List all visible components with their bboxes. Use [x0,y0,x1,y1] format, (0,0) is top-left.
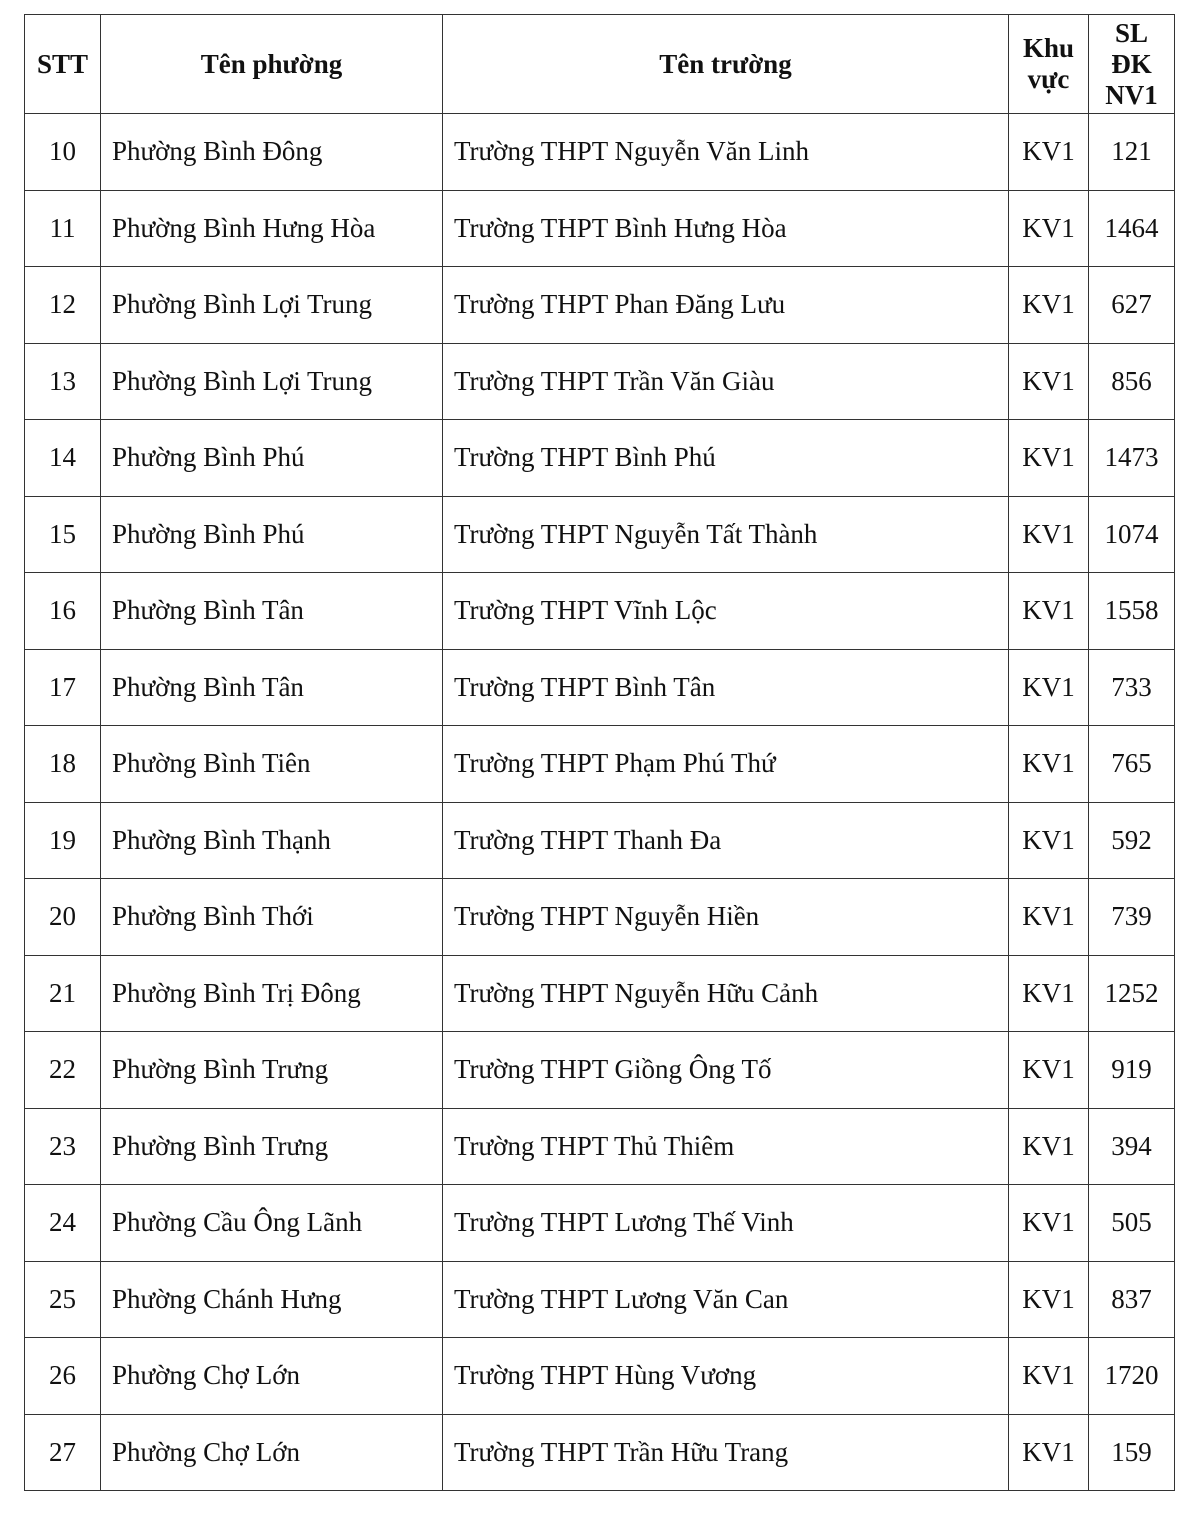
table-row [25,496,1175,573]
cell-stt: 26 [25,1338,101,1415]
cell-registration-count: 1473 [1089,420,1175,497]
cell-area: KV1 [1009,802,1089,879]
cell-school-name: Trường THPT Nguyễn Hiền [443,879,1009,956]
cell-stt: 11 [25,190,101,267]
cell-registration-count: 592 [1089,802,1175,879]
cell-registration-count: 739 [1089,879,1175,956]
table-row [25,1261,1175,1338]
table-row [25,1185,1175,1262]
cell-ward-name: Phường Bình Phú [101,496,443,573]
cell-school-name: Trường THPT Lương Thế Vinh [443,1185,1009,1262]
header-count-line: ĐK [1111,48,1152,79]
cell-stt: 19 [25,802,101,879]
table-body [25,114,1175,1491]
cell-stt: 23 [25,1108,101,1185]
cell-area: KV1 [1009,496,1089,573]
table-row [25,1108,1175,1185]
table-row [25,955,1175,1032]
cell-ward-name: Phường Cầu Ông Lãnh [101,1185,443,1262]
cell-area: KV1 [1009,1108,1089,1185]
cell-area: KV1 [1009,343,1089,420]
table-row [25,573,1175,650]
table-row [25,343,1175,420]
cell-registration-count: 1464 [1089,190,1175,267]
cell-area: KV1 [1009,955,1089,1032]
header-area [1009,15,1089,114]
cell-registration-count: 856 [1089,343,1175,420]
cell-registration-count: 1074 [1089,496,1175,573]
cell-school-name: Trường THPT Trần Hữu Trang [443,1414,1009,1491]
cell-ward-name: Phường Bình Tân [101,573,443,650]
cell-registration-count: 733 [1089,649,1175,726]
table-row [25,1032,1175,1109]
cell-ward-name: Phường Bình Lợi Trung [101,343,443,420]
table-row [25,802,1175,879]
cell-school-name: Trường THPT Phạm Phú Thứ [443,726,1009,803]
cell-registration-count: 121 [1089,114,1175,191]
cell-school-name: Trường THPT Lương Văn Can [443,1261,1009,1338]
cell-ward-name: Phường Bình Lợi Trung [101,267,443,344]
cell-registration-count: 627 [1089,267,1175,344]
table-row [25,649,1175,726]
table-row [25,190,1175,267]
table-row [25,879,1175,956]
cell-stt: 10 [25,114,101,191]
cell-stt: 22 [25,1032,101,1109]
cell-school-name: Trường THPT Nguyễn Hữu Cảnh [443,955,1009,1032]
cell-ward-name: Phường Bình Thới [101,879,443,956]
cell-school-name: Trường THPT Hùng Vương [443,1338,1009,1415]
cell-school-name: Trường THPT Thủ Thiêm [443,1108,1009,1185]
cell-area: KV1 [1009,573,1089,650]
cell-ward-name: Phường Bình Hưng Hòa [101,190,443,267]
cell-ward-name: Phường Chợ Lớn [101,1414,443,1491]
cell-school-name: Trường THPT Trần Văn Giàu [443,343,1009,420]
cell-area: KV1 [1009,1414,1089,1491]
cell-school-name: Trường THPT Nguyễn Tất Thành [443,496,1009,573]
cell-area: KV1 [1009,1261,1089,1338]
cell-registration-count: 1558 [1089,573,1175,650]
cell-school-name: Trường THPT Nguyễn Văn Linh [443,114,1009,191]
header-area-line: Khu [1022,33,1075,63]
table-row [25,114,1175,191]
cell-ward-name: Phường Bình Trị Đông [101,955,443,1032]
header-registration-count [1089,15,1175,114]
cell-school-name: Trường THPT Bình Phú [443,420,1009,497]
cell-ward-name: Phường Bình Trưng [101,1032,443,1109]
cell-registration-count: 394 [1089,1108,1175,1185]
cell-stt: 14 [25,420,101,497]
cell-ward-name: Phường Bình Trưng [101,1108,443,1185]
cell-area: KV1 [1009,1185,1089,1262]
header-count-line: SL [1114,17,1149,48]
cell-area: KV1 [1009,420,1089,497]
cell-area: KV1 [1009,879,1089,956]
cell-ward-name: Phường Bình Phú [101,420,443,497]
cell-area: KV1 [1009,114,1089,191]
cell-ward-name: Phường Bình Đông [101,114,443,191]
cell-area: KV1 [1009,1338,1089,1415]
table-row [25,267,1175,344]
cell-stt: 13 [25,343,101,420]
cell-registration-count: 919 [1089,1032,1175,1109]
cell-ward-name: Phường Bình Tân [101,649,443,726]
cell-school-name: Trường THPT Bình Tân [443,649,1009,726]
cell-area: KV1 [1009,267,1089,344]
cell-school-name: Trường THPT Thanh Đa [443,802,1009,879]
cell-area: KV1 [1009,649,1089,726]
cell-school-name: Trường THPT Phan Đăng Lưu [443,267,1009,344]
header-school-name: Tên trường [443,15,1009,114]
registration-table [24,14,1175,1491]
header-stt: STT [25,15,101,114]
cell-stt: 12 [25,267,101,344]
cell-stt: 18 [25,726,101,803]
cell-registration-count: 837 [1089,1261,1175,1338]
table-header [25,15,1175,114]
cell-stt: 21 [25,955,101,1032]
cell-registration-count: 765 [1089,726,1175,803]
header-ward-name: Tên phường [101,15,443,114]
cell-area: KV1 [1009,190,1089,267]
cell-stt: 17 [25,649,101,726]
table-row [25,1338,1175,1415]
header-count-line: NV1 [1105,79,1158,110]
cell-registration-count: 1252 [1089,955,1175,1032]
header-area-line: vực [1027,64,1070,94]
cell-stt: 25 [25,1261,101,1338]
cell-school-name: Trường THPT Bình Hưng Hòa [443,190,1009,267]
cell-registration-count: 1720 [1089,1338,1175,1415]
table-row [25,1414,1175,1491]
table-row [25,726,1175,803]
cell-ward-name: Phường Bình Thạnh [101,802,443,879]
header-row [25,15,1175,114]
cell-area: KV1 [1009,1032,1089,1109]
cell-registration-count: 505 [1089,1185,1175,1262]
cell-registration-count: 159 [1089,1414,1175,1491]
cell-school-name: Trường THPT Giồng Ông Tố [443,1032,1009,1109]
cell-ward-name: Phường Bình Tiên [101,726,443,803]
cell-ward-name: Phường Chợ Lớn [101,1338,443,1415]
cell-stt: 16 [25,573,101,650]
cell-area: KV1 [1009,726,1089,803]
cell-stt: 15 [25,496,101,573]
cell-ward-name: Phường Chánh Hưng [101,1261,443,1338]
table-row [25,420,1175,497]
cell-stt: 24 [25,1185,101,1262]
cell-stt: 27 [25,1414,101,1491]
cell-stt: 20 [25,879,101,956]
cell-school-name: Trường THPT Vĩnh Lộc [443,573,1009,650]
